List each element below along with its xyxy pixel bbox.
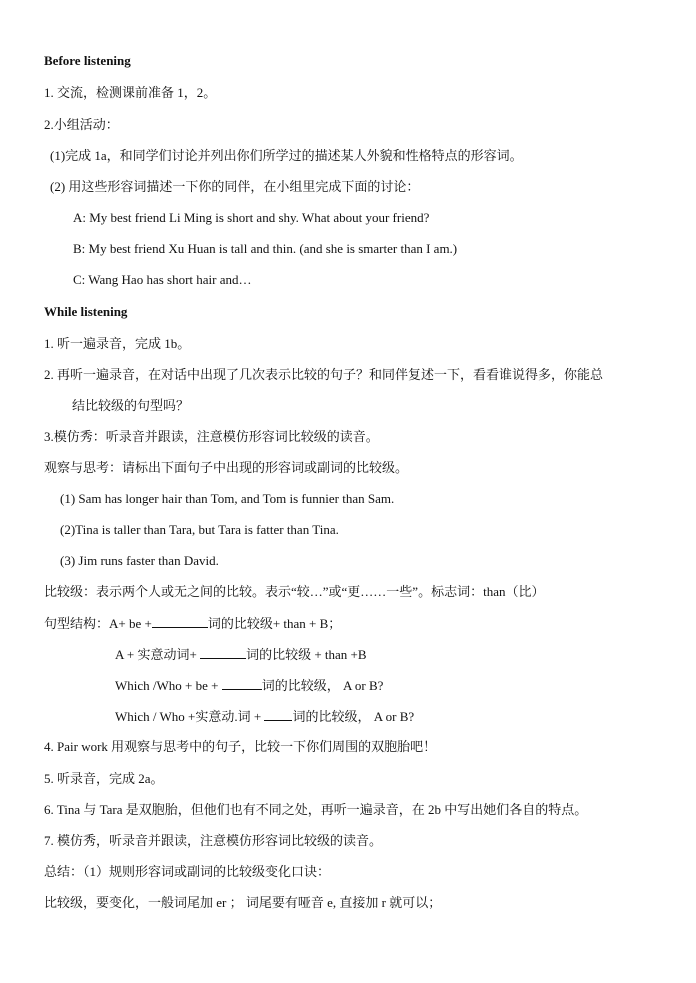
pattern-text-after: 词的比较级+ than + B； xyxy=(207,616,342,631)
text-line: 3.模仿秀：听录音并跟读，注意模仿形容词比较级的读音。 xyxy=(44,429,379,444)
text-line: 比较级：表示两个人或无之间的比较。表示“较…”或“更……一些”。标志词：than（比） xyxy=(44,584,545,599)
pattern-text-after: 词的比较级， A or B? xyxy=(292,709,415,724)
text-line: B: My best friend Xu Huan is tall and thin. (and she is smarter than I am.) xyxy=(73,241,458,256)
text-line: (3) Jim runs faster than David. xyxy=(60,553,219,568)
text-line: 总结：（1）规则形容词或副词的比较级变化口诀： xyxy=(44,864,331,879)
fill-in-blank xyxy=(152,615,208,628)
text-line: 5. 听录音，完成 2a。 xyxy=(44,771,164,786)
text-line: (1) Sam has longer hair than Tom, and Tom is funnier than Sam. xyxy=(60,491,395,506)
sentence-pattern-line xyxy=(115,708,414,725)
pattern-text-before: Which /Who + be + xyxy=(115,678,222,693)
text-line: (1)完成 1a，和同学们讨论并列出你们所学过的描述某人外貌和性格特点的形容词。 xyxy=(50,148,523,163)
pattern-text-before: A + 实意动词+ xyxy=(115,647,201,662)
sentence-pattern-line xyxy=(115,677,383,694)
text-line: A: My best friend Li Ming is short and shy. What about your friend? xyxy=(73,210,430,225)
text-line: 2.小组活动： xyxy=(44,117,119,132)
text-line: 比较级，要变化，一般词尾加 er ； 词尾要有哑音 e, 直接加 r 就可以； xyxy=(44,895,442,910)
text-line: (2)Tina is taller than Tara, but Tara is fatter than Tina. xyxy=(60,522,339,537)
text-line: 2. 再听一遍录音，在对话中出现了几次表示比较的句子？和同伴复述一下，看看谁说得多，你能总 xyxy=(44,367,604,382)
text-line: 7. 模仿秀，听录音并跟读，注意模仿形容词比较级的读音。 xyxy=(44,833,383,848)
text-line: 观察与思考：请标出下面句子中出现的形容词或副词的比较级。 xyxy=(44,460,409,475)
text-line: C: Wang Hao has short hair and… xyxy=(73,272,252,287)
fill-in-blank xyxy=(264,708,292,721)
sentence-pattern-line xyxy=(115,646,367,663)
text-line: (2) 用这些形容词描述一下你的同伴，在小组里完成下面的讨论： xyxy=(50,179,420,194)
pattern-text-after: 词的比较级， A or B? xyxy=(261,678,384,693)
text-line: 1. 交流，检测课前准备 1，2。 xyxy=(44,85,217,100)
section-heading: While listening xyxy=(44,304,128,319)
pattern-text-before: 句型结构：A+ be + xyxy=(44,616,152,631)
text-line: 4. Pair work 用观察与思考中的句子，比较一下你们周围的双胞胎吧！ xyxy=(44,739,437,754)
fill-in-blank xyxy=(200,646,246,659)
pattern-text-after: 词的比较级 + than +B xyxy=(246,647,367,662)
text-line: 1. 听一遍录音，完成 1b。 xyxy=(44,336,191,351)
text-line: 6. Tina 与 Tara 是双胞胎，但他们也有不同之处，再听一遍录音，在 2b 中写出她们各自的特点。 xyxy=(44,802,588,817)
pattern-text-before: Which / Who +实意动.词 + xyxy=(115,709,265,724)
text-line: 结比较级的句型吗？ xyxy=(72,398,190,413)
section-heading: Before listening xyxy=(44,53,131,68)
fill-in-blank xyxy=(222,677,262,690)
sentence-pattern-line xyxy=(44,615,341,632)
